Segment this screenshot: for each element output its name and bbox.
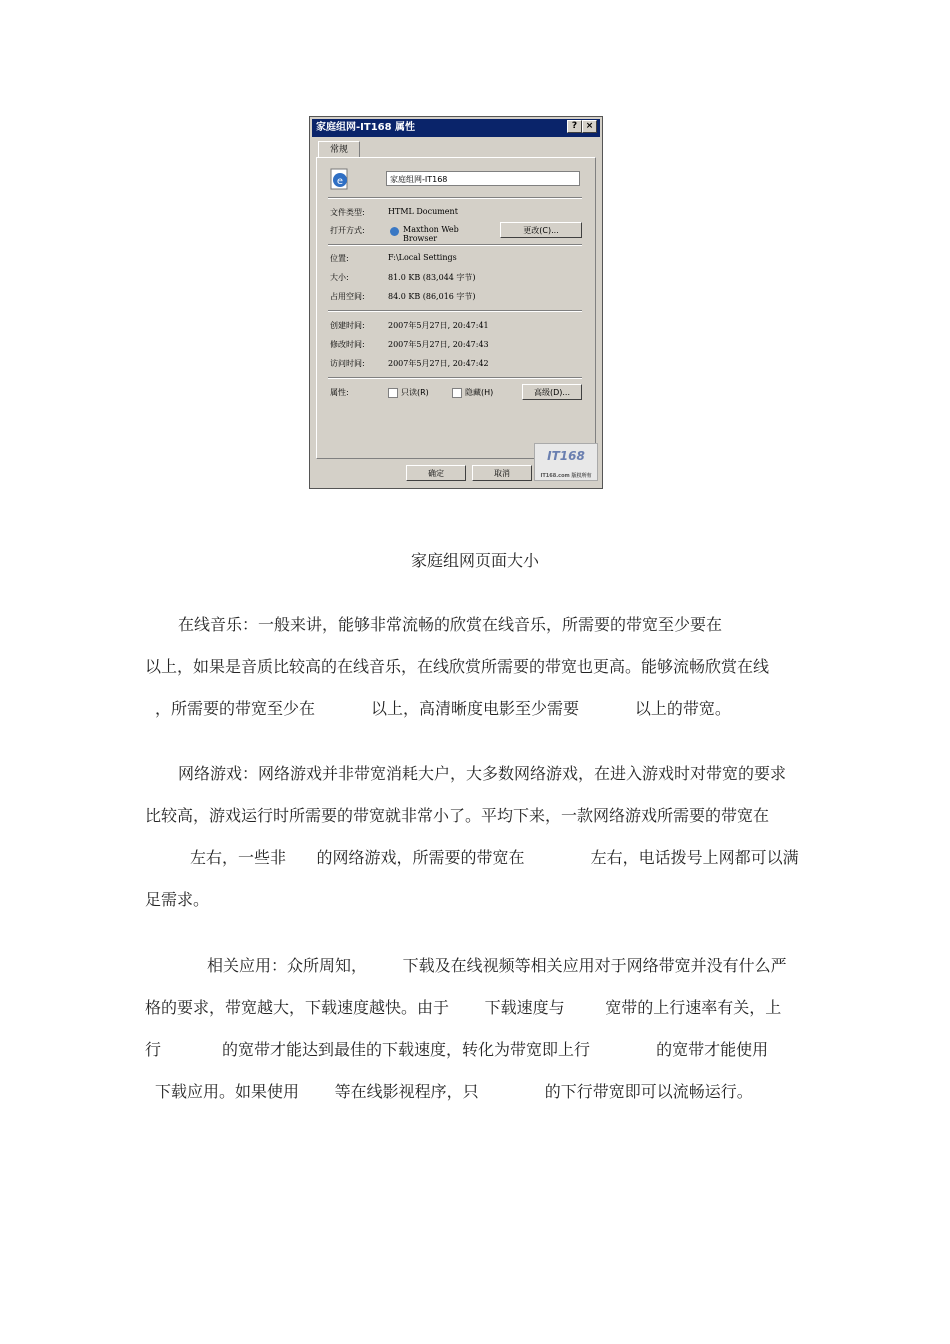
readonly-checkbox[interactable] — [388, 388, 398, 398]
paragraph-line: 在线音乐：一般来讲，能够非常流畅的欣赏在线音乐，所需要的带宽至少要在 — [178, 615, 723, 634]
file-type-label: 文件类型: — [330, 208, 365, 217]
size-on-disk-label: 占用空间: — [330, 292, 365, 301]
accessed-value: 2007年5月27日, 20:47:42 — [388, 359, 489, 368]
paragraph-line: ，所需要的带宽至少在 以上，高清晰度电影至少需要 以上的带宽。 — [155, 699, 731, 718]
close-button[interactable]: × — [582, 120, 597, 133]
help-button[interactable]: ? — [567, 120, 582, 133]
figure-caption: 家庭组网页面大小 — [410, 551, 539, 570]
it168-watermark-logo: IT168 IT168.com 版权所有 — [534, 443, 598, 481]
paragraph-line: 行 的宽带才能达到最佳的下载速度，转化为带宽即上行 的宽带才能使用 — [145, 1040, 769, 1059]
general-panel — [316, 157, 596, 459]
properties-dialog — [309, 116, 603, 489]
cancel-button[interactable]: 取消 — [472, 465, 532, 481]
open-with-value: Maxthon Web Browser — [403, 225, 459, 243]
accessed-label: 访问时间: — [330, 359, 365, 368]
attributes-label: 属性: — [330, 388, 349, 397]
location-value: F:\Local Settings — [388, 253, 457, 262]
paragraph-line: 相关应用：众所周知， 下载及在线视频等相关应用对于网络带宽并没有什么严 — [207, 956, 787, 975]
dialog-title: 家庭组网-IT168 属性 — [312, 119, 600, 137]
size-on-disk-value: 84.0 KB (86,016 字节) — [388, 292, 476, 301]
created-label: 创建时间: — [330, 321, 365, 330]
browser-icon — [390, 227, 399, 236]
open-with-label: 打开方式: — [330, 226, 365, 235]
paragraph-line: 足需求。 — [145, 890, 210, 909]
paragraph-line: 网络游戏：网络游戏并非带宽消耗大户，大多数网络游戏，在进入游戏时对带宽的要求 — [178, 764, 787, 783]
paragraph-line: 左右，一些非 的网络游戏，所需要的带宽在 左右，电话拨号上网都可以满 — [190, 848, 799, 867]
hidden-checkbox[interactable] — [452, 388, 462, 398]
readonly-label: 只读(R) — [401, 388, 429, 397]
tab-general[interactable]: 常规 — [318, 141, 360, 158]
separator — [328, 377, 582, 379]
file-type-value: HTML Document — [388, 207, 458, 216]
html-document-icon — [328, 167, 352, 191]
paragraph-line: 比较高，游戏运行时所需要的带宽就非常小了。平均下来，一款网络游戏所需要的带宽在 — [145, 806, 770, 825]
separator — [328, 244, 582, 246]
paragraph-line: 格的要求，带宽越大，下载速度越快。由于 下载速度与 宽带的上行速率有关，上 — [145, 998, 782, 1017]
separator — [328, 310, 582, 312]
separator — [328, 197, 582, 199]
created-value: 2007年5月27日, 20:47:41 — [388, 321, 489, 330]
paragraph-line: 下载应用。如果使用 等在线影视程序，只 的下行带宽即可以流畅运行。 — [155, 1082, 753, 1101]
paragraph-line: 以上，如果是音质比较高的在线音乐，在线欣赏所需要的带宽也更高。能够流畅欣赏在线 — [145, 657, 770, 676]
file-name-input[interactable]: 家庭组网-IT168 — [386, 171, 580, 186]
hidden-label: 隐藏(H) — [465, 388, 494, 397]
modified-value: 2007年5月27日, 20:47:43 — [388, 340, 489, 349]
advanced-button[interactable]: 高级(D)... — [522, 384, 582, 400]
size-value: 81.0 KB (83,044 字节) — [388, 273, 476, 282]
size-label: 大小: — [330, 273, 349, 282]
change-button[interactable]: 更改(C)... — [500, 222, 582, 238]
svg-text:e: e — [336, 176, 344, 187]
location-label: 位置: — [330, 254, 349, 263]
ok-button[interactable]: 确定 — [406, 465, 466, 481]
modified-label: 修改时间: — [330, 340, 365, 349]
